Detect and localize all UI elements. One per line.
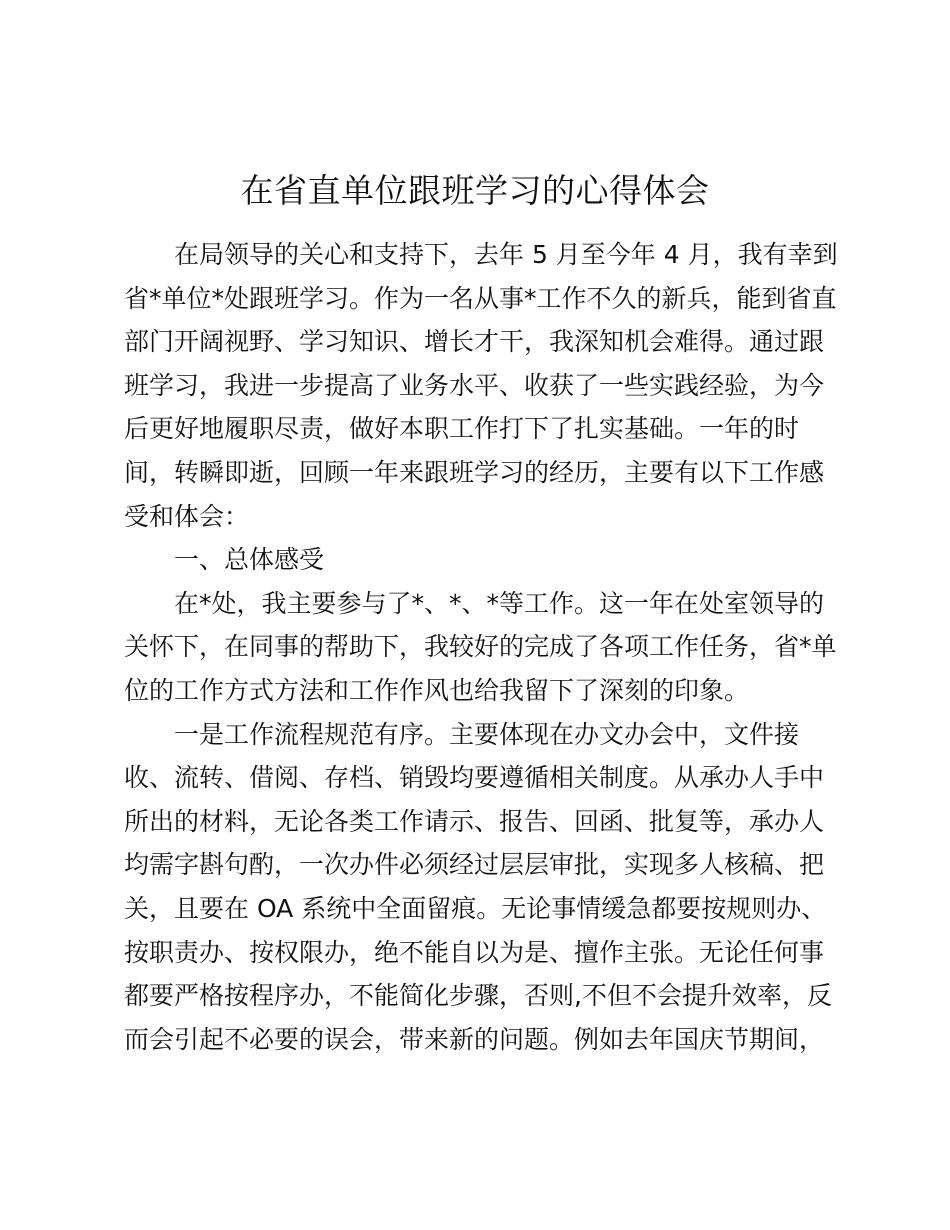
paragraph-line: 间，转瞬即逝，回顾一年来跟班学习的经历，主要有以下工作感 xyxy=(124,457,825,487)
paragraph-line: 均需字斟句酌，一次办件必须经过层层审批，实现多人核稿、把 xyxy=(124,850,825,880)
paragraph-line: 关怀下，在同事的帮助下，我较好的完成了各项工作任务，省*单 xyxy=(124,632,837,662)
paragraph-line: 后更好地履职尽责，做好本职工作打下了扎实基础。一年的时 xyxy=(124,414,800,444)
paragraph-line: 部门开阔视野、学习知识、增长才干，我深知机会难得。通过跟 xyxy=(124,327,825,357)
document-body xyxy=(124,233,844,1061)
paragraph-line: 一是工作流程规范有序。主要体现在办文办会中，文件接 xyxy=(174,719,800,749)
paragraph-line: 收、流转、借阅、存档、销毁均要遵循相关制度。从承办人手中 xyxy=(124,763,825,793)
paragraph-line: 所出的材料，无论各类工作请示、报告、回函、批复等，承办人 xyxy=(124,806,825,836)
section-heading: 一、总体感受 xyxy=(174,545,325,575)
paragraph-line: 在*处，我主要参与了*、*、*等工作。这一年在处室领导的 xyxy=(174,588,825,618)
paragraph-line: 班学习，我进一步提高了业务水平、收获了一些实践经验，为今 xyxy=(124,370,825,400)
document-title: 在省直单位跟班学习的心得体会 xyxy=(240,171,710,210)
paragraph-line: 关，且要在 OA 系统中全面留痕。无论事情缓急都要按规则办、 xyxy=(124,893,827,923)
paragraph-line: 省*单位*处跟班学习。作为一名从事*工作不久的新兵，能到省直 xyxy=(124,283,837,313)
paragraph-line: 按职责办、按权限办，绝不能自以为是、擅作主张。无论任何事 xyxy=(124,937,825,967)
paragraph-line: 而会引起不必要的误会，带来新的问题。例如去年国庆节期间， xyxy=(124,1024,825,1054)
paragraph-line: 在局领导的关心和支持下，去年 5 月至今年 4 月，我有幸到 xyxy=(174,240,838,269)
paragraph-line: 位的工作方式方法和工作作风也给我留下了深刻的印象。 xyxy=(124,675,750,705)
paragraph-line: 受和体会： xyxy=(124,501,250,531)
paragraph-line: 都要严格按程序办，不能简化步骤，否则,不但不会提升效率，反 xyxy=(124,981,832,1011)
